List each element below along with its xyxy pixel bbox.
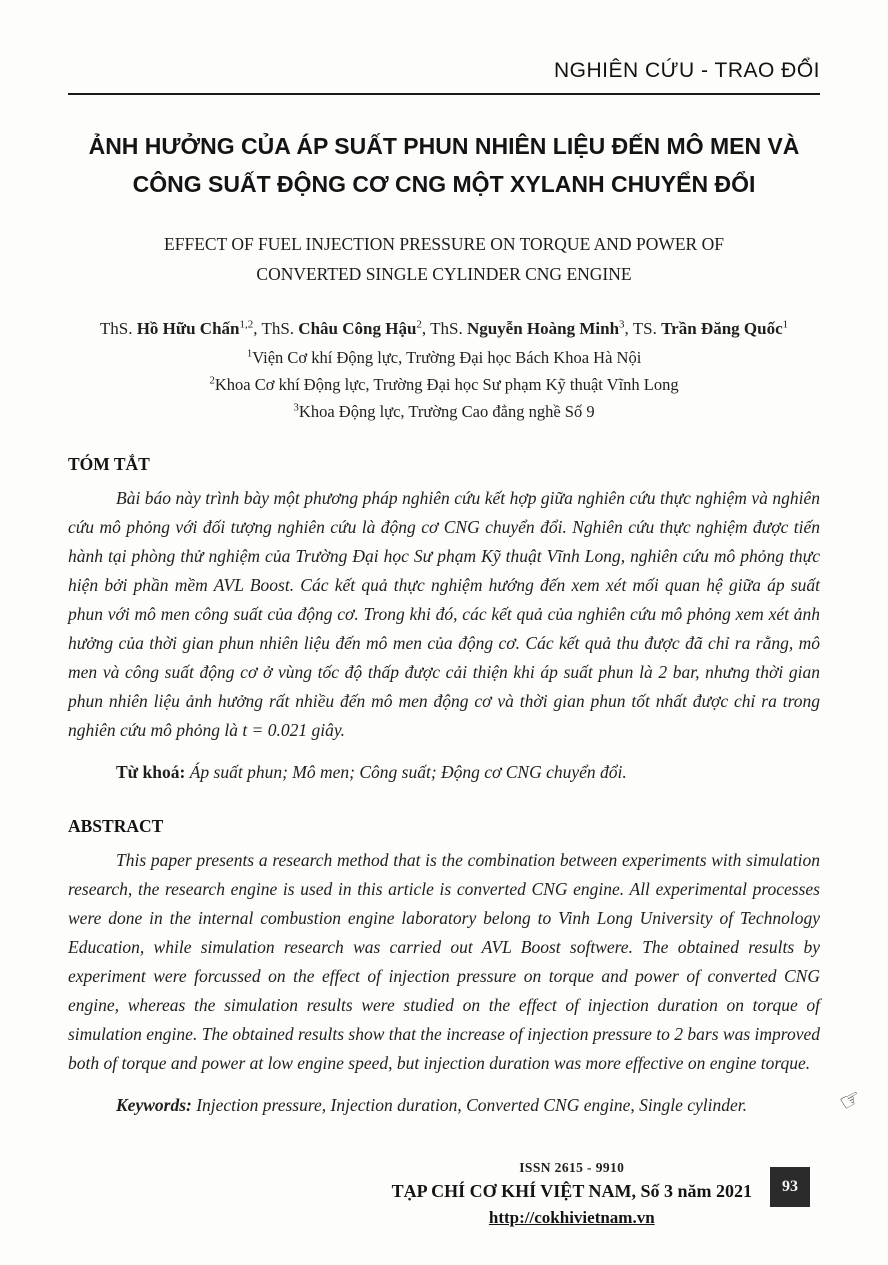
author-name: Trần Đăng Quốc [661,319,783,338]
affiliations [68,344,820,425]
keywords-en-label: Keywords: [116,1095,192,1115]
header-rule [68,93,820,95]
keywords-vi-line [68,758,820,787]
affiliation-mark: 1 [246,347,253,360]
keywords-en-text: Injection pressure, Injection duration, Converted CNG engine, Single cylinder. [196,1095,748,1115]
issn-label: ISSN 2615 - 9910 [519,1160,625,1175]
affiliation-text: Khoa Cơ khí Động lực, Trường Đại học Sư phạm Kỹ thuật Vĩnh Long [214,375,679,394]
page-number-badge: 93 [770,1167,810,1207]
article-title-en-line1: EFFECT OF FUEL INJECTION PRESSURE ON TORQUE AND POWER OF [164,234,724,254]
article-title-en [68,229,820,289]
affiliation-2 [68,371,820,398]
abstract-vi-heading: TÓM TẮT [68,454,150,474]
affiliation-mark: 3 [293,401,299,414]
section-label: NGHIÊN CỨU - TRAO ĐỔI [553,59,820,82]
affiliation-3 [68,398,820,425]
author-affil-mark: 1 [782,318,789,331]
author-affil-mark: 1,2 [239,318,254,331]
article-title-en-line2: CONVERTED SINGLE CYLINDER CNG ENGINE [256,264,632,284]
affiliation-text: Khoa Động lực, Trường Cao đẳng nghề Số 9 [298,402,595,421]
footer-text-block [392,1159,752,1229]
abstract-vi-body: Bài báo này trình bày một phương pháp nghiên cứu kết hợp giữa nghiên cứu thực nghiệm và nghiên cứu mô phỏng với đối tượng nghiên cứu là động cơ CNG chuyển đổi. Nghiên cứu thực nghiệm được tiến hành tại phòng thử nghiệm của Trường Đại học Sư phạm Kỹ thuật Vĩnh Long, nghiên cứu mô phỏng thực hiện bởi phần mềm AVL Boost. Các kết quả thực nghiệm hướng đến xem xét mối quan hệ giữa áp suất phun với mô men công suất của động cơ. Trong khi đó, các kết quả của nghiên cứu mô phỏng xem xét ảnh hưởng của thời gian phun nhiên liệu đến mô men của động cơ. Các kết quả thu được đã chỉ ra rằng, mô men và công suất động cơ ở vùng tốc độ thấp được cải thiện khi áp suất phun là 2 bar, nhưng thời gian phun nhiên liệu ảnh hưởng rất nhiều đến mô men động cơ và thời gian phun tốt nhất được chỉ ra trong nghiên cứu mô phỏng là t = 0.021 giây. [68,488,820,740]
author-prefix: TS. [632,319,662,338]
abstract-en-body: This paper presents a research method that is the combination between experiments with simulation research, the research engine is used in this article is converted CNG engine. All experimental processes were done in the internal combustion engine laboratory belong to Vinh Long University of Technology Education, while simulation research was carried out AVL Boost softwere. The obtained results by experiment were forcussed on the effect of injection pressure on torque and power of converted CNG engine, whereas the simulation results were studied on the effect of injection duration on torque of simulation engine. The obtained results show that the increase of injection pressure to 2 bars was improved both of torque and power at low engine speed, but injection duration was more effective on engine torque. [68,850,820,1073]
authors-line [68,317,820,341]
article-title-vi-line2: CÔNG SUẤT ĐỘNG CƠ CNG MỘT XYLANH CHUYỂN ĐỔI [132,171,756,197]
affiliation-text: Viện Cơ khí Động lực, Trường Đại học Bách Khoa Hà Nội [252,348,642,367]
pointing-hand-icon: ☞ [835,1084,868,1118]
journal-name: TẠP CHÍ CƠ KHÍ VIỆT NAM, Số 3 năm 2021 [391,1181,752,1201]
affiliation-mark: 2 [209,374,215,387]
author-prefix: ThS. [430,319,467,338]
affiliation-1 [68,344,820,371]
author-affil-mark: 3 [619,318,625,331]
article-title-vi-line1: ẢNH HƯỞNG CỦA ÁP SUẤT PHUN NHIÊN LIỆU ĐẾN MÔ MEN VÀ [88,133,800,159]
author-affil-mark: 2 [416,318,422,331]
author-prefix: ThS. [99,319,137,338]
author-name: Nguyễn Hoàng Minh [466,319,620,338]
author-prefix: ThS. [261,319,299,338]
author-name: Hồ Hữu Chấn [136,319,240,338]
page-header [68,58,820,95]
author-separator: , [624,319,633,338]
keywords-en-line [68,1091,820,1120]
keywords-vi-text: Áp suất phun; Mô men; Công suất; Động cơ CNG chuyển đổi. [189,762,627,782]
author-separator: , [421,319,431,338]
abstract-en-heading: ABSTRACT [68,816,164,836]
page-footer [392,1159,810,1229]
article-title-vi [68,127,820,203]
author-separator: , [253,319,262,338]
keywords-vi-label: Từ khoá: [116,762,186,782]
journal-url[interactable]: http://cokhivietnam.vn [488,1208,655,1227]
author-name: Châu Công Hậu [298,319,417,338]
